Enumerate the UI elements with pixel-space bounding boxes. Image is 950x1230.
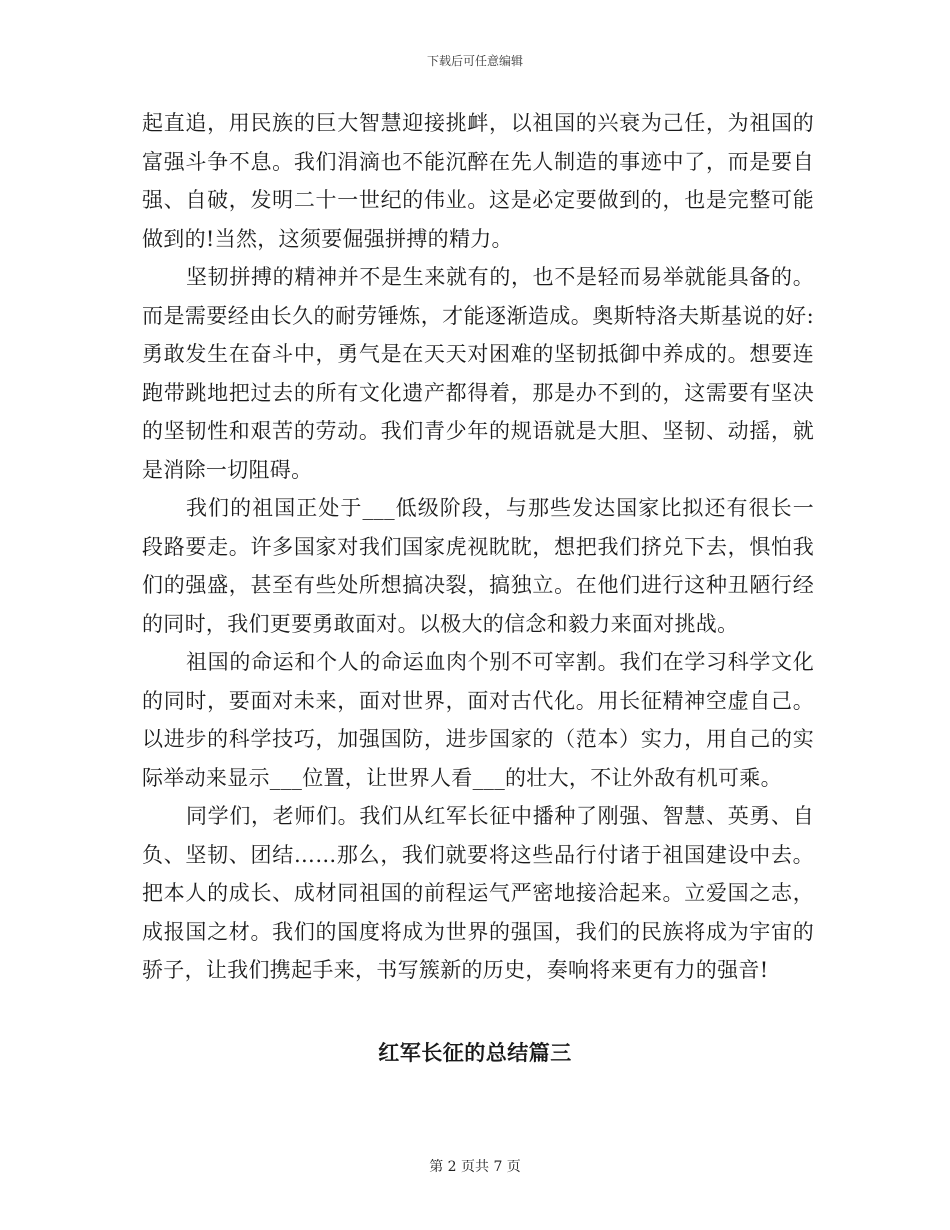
paragraph-continuation: 起直追，用民族的巨大智慧迎接挑衅，以祖国的兴衰为己任，为祖国的富强斗争不息。我们涓滴也不能沉醉在先人制造的事迹中了，而是要自强、自破，发明二十一世纪的伟业。这是必定要做到的，也是完整可能做到的!当然，这须要倔强拼搏的精力。 [142,111,814,251]
paragraph-motherland-stage: 我们的祖国正处于___低级阶段，与那些发达国家比拟还有很长一段路要走。许多国家对我们国家虎视眈眈，想把我们挤兑下去，惧怕我们的强盛，甚至有些处所想搞决裂，搞独立。在他们进行这种丑陋行经的同时，我们更要勇敢面对。以极大的信念和毅力来面对挑战。 [142,496,814,636]
page-footer: 第 2 页共 7 页 [429,1159,521,1175]
paragraph-destiny: 祖国的命运和个人的命运血肉个别不可宰割。我们在学习科学文化的同时，要面对未来，面对世界，面对古代化。用长征精神空虚自己。以进步的科学技巧，加强国防，进步国家的（范本）实力，用自己的实际举动来显示___位置，让世界人看___的壮大，不让外敌有机可乘。 [142,650,814,790]
paragraph-call-to-action: 同学们，老师们。我们从红军长征中播种了刚强、智慧、英勇、自负、坚韧、团结……那么，我们就要将这些品行付诸于祖国建设中去。把本人的成长、成材同祖国的前程运气严密地接洽起来。立爱国之志，成报国之材。我们的国度将成为世界的强国，我们的民族将成为宇宙的骄子，让我们携起手来，书写簇新的历史，奏响将来更有力的强音! [142,804,814,982]
section-title: 红军长征的总结篇三 [378,1041,572,1065]
paragraph-perseverance: 坚韧拼搏的精神并不是生来就有的，也不是轻而易举就能具备的。而是需要经由长久的耐劳锤炼，才能逐渐造成。奥斯特洛夫斯基说的好:勇敢发生在奋斗中，勇气是在天天对困难的坚韧抵御中养成的。想要连跑带跳地把过去的所有文化遗产都得着，那是办不到的，这需要有坚决的坚韧性和艰苦的劳动。我们青少年的规语就是大胆、坚韧、动摇，就是消除一切阻碍。 [142,265,814,482]
document-body [142,104,814,990]
page-header: 下载后可任意编辑 [426,54,523,68]
